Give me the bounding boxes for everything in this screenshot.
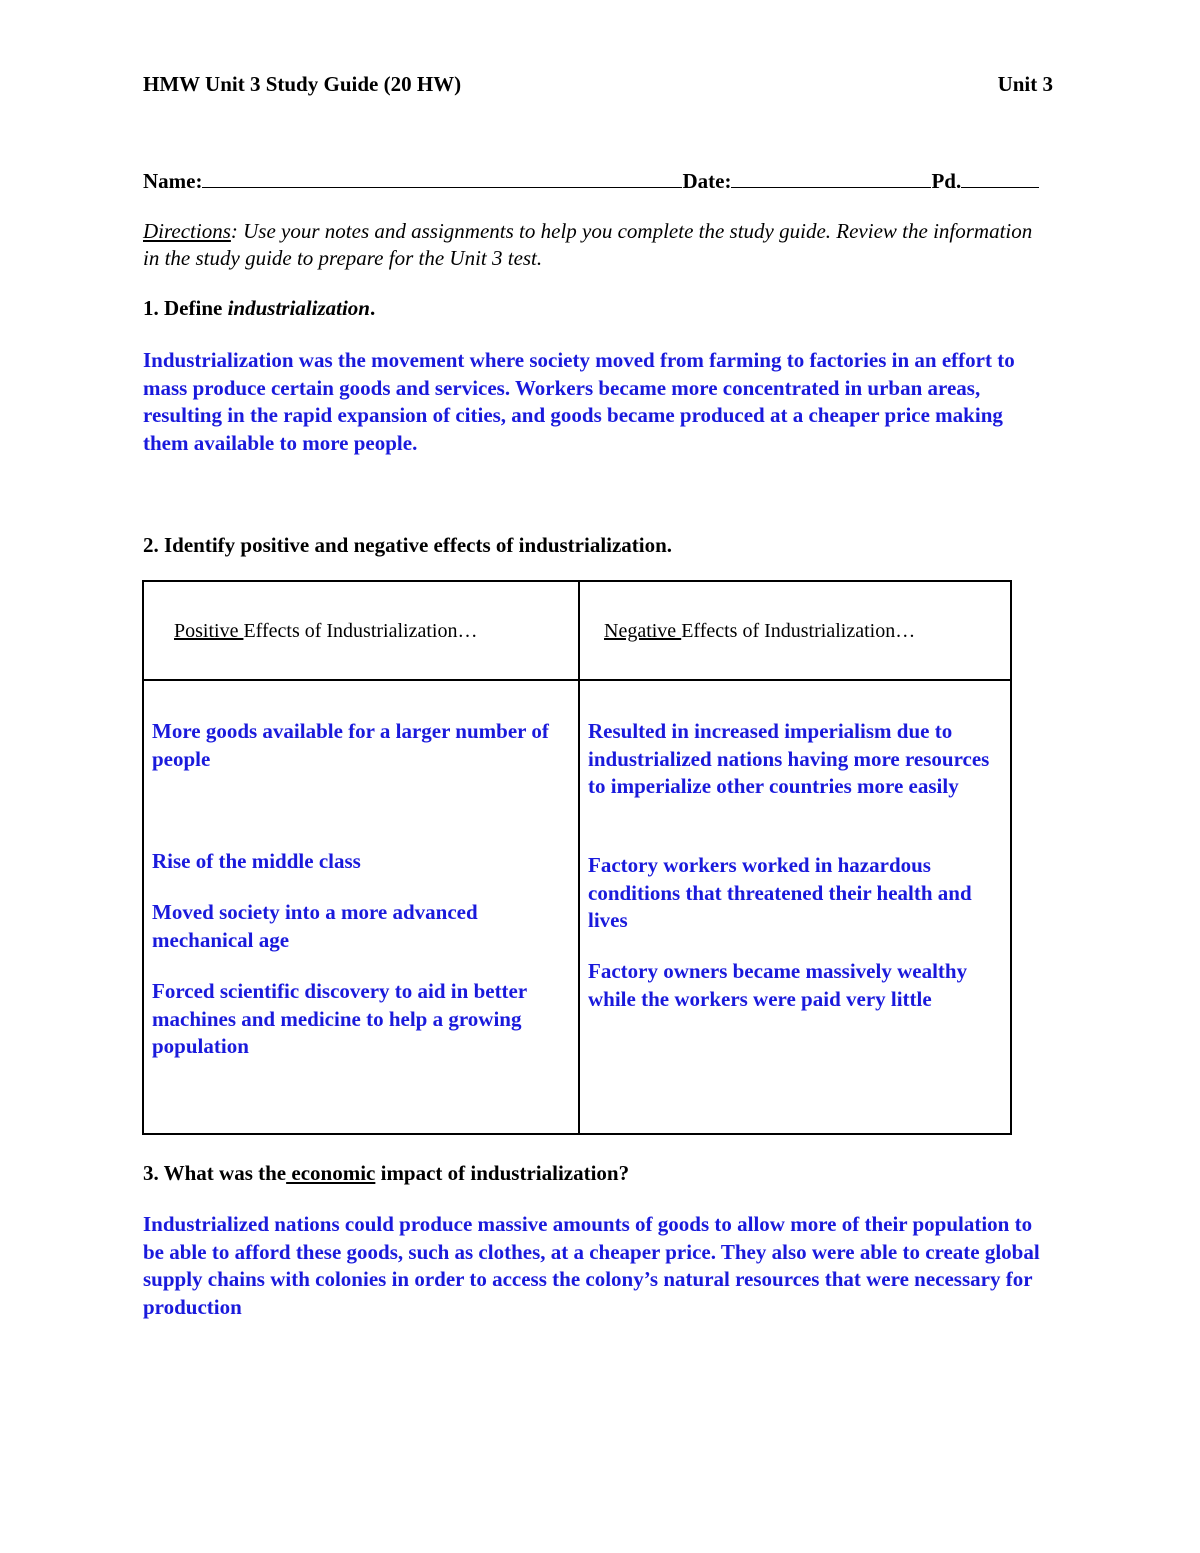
question-1: [143, 296, 375, 321]
question-1-term: industrialization: [227, 296, 370, 320]
name-field[interactable]: [202, 167, 682, 188]
date-field[interactable]: [731, 167, 931, 188]
positive-header-key: Positive: [174, 620, 244, 642]
negative-header-key: Negative: [604, 620, 682, 642]
unit-label: Unit 3: [997, 72, 1053, 96]
document-title: HMW Unit 3 Study Guide (20 HW): [143, 72, 462, 96]
question-1-prefix: 1. Define: [143, 296, 228, 320]
directions-label: Directions: [143, 219, 231, 243]
page-header: [143, 72, 1053, 102]
effects-table: [142, 580, 1012, 1135]
directions-text: : Use your notes and assignments to help you complete the study guide. Review the information in the study guide to prepare for the Unit 3 test.: [143, 219, 1033, 270]
question-1-suffix: .: [369, 296, 376, 320]
negative-effect-item: Resulted in increased imperialism due to industrialized nations having more resources to imperialize other countries more easily: [588, 719, 990, 798]
negative-header-rest: Effects of Industrialization…: [681, 620, 916, 642]
positive-effect-item: Rise of the middle class: [152, 849, 361, 873]
question-2: 2. Identify positive and negative effects of industrialization.: [143, 533, 673, 557]
positive-header-rest: Effects of Industrialization…: [243, 620, 478, 642]
positive-effect-item: Moved society into a more advanced mechanical age: [152, 900, 478, 952]
table-column-divider: [578, 582, 580, 1133]
negative-effect-item: Factory owners became massively wealthy while the workers were paid very little: [588, 959, 968, 1011]
period-label: Pd.: [931, 169, 962, 193]
positive-effect-item: Forced scientific discovery to aid in better machines and medicine to help a growing population: [152, 979, 527, 1058]
question-3: [143, 1161, 629, 1186]
answer-3: Industrialized nations could produce massive amounts of goods to allow more of their population to be able to afford these goods, such as clothes, at a cheaper price. They also were able to create global supply chains with colonies in order to access the colony’s natural resources that were necessary for production: [143, 1212, 1040, 1319]
positive-effect-item: More goods available for a larger number of people: [152, 719, 549, 771]
negative-effects-header: [604, 620, 915, 643]
directions: [143, 218, 1048, 272]
question-3-suffix: impact of industrialization?: [375, 1161, 630, 1185]
question-3-key: economic: [286, 1161, 376, 1185]
question-3-prefix: 3. What was the: [143, 1161, 287, 1185]
answer-1: Industrialization was the movement where society moved from farming to factories in an effort to mass produce certain goods and services. Workers became more concentrated in urban areas, resulting in the rapid expansion of cities, and goods became produced at a cheaper price making them available to more people.: [143, 348, 1015, 455]
table-header-divider: [144, 679, 1010, 681]
negative-effect-item: Factory workers worked in hazardous conditions that threatened their health and lives: [588, 853, 972, 932]
name-label: Name:: [143, 169, 203, 193]
date-label: Date:: [682, 169, 732, 193]
student-info-row: [143, 167, 1053, 194]
period-field[interactable]: [961, 167, 1039, 188]
positive-effects-header: [174, 620, 477, 643]
